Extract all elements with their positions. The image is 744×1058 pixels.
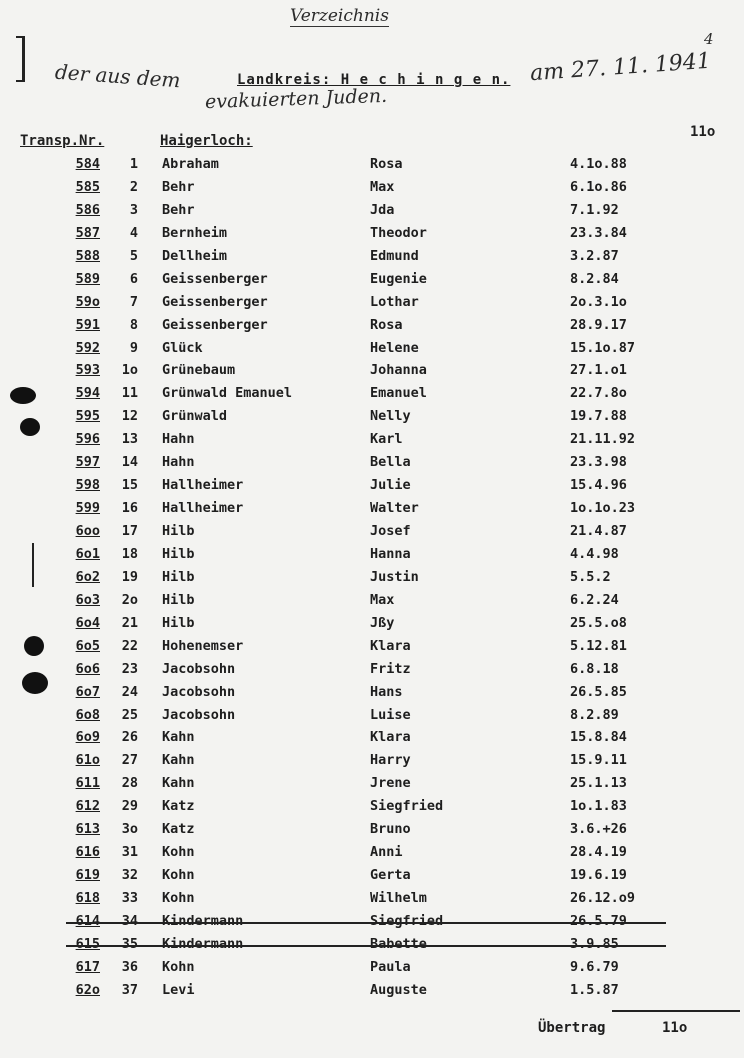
transport-list (0, 153, 744, 1002)
surname: Katz (162, 798, 195, 815)
list-row (0, 933, 744, 956)
transport-number: 587 (75, 224, 100, 241)
row-number: 9 (129, 339, 138, 356)
list-row (0, 359, 744, 382)
row-number: 2 (129, 178, 138, 195)
birth-date: 5.5.2 (570, 568, 611, 585)
list-row (0, 291, 744, 314)
transport-number: 615 (75, 935, 100, 952)
transport-number: 6o7 (75, 683, 100, 700)
row-number: 25 (121, 706, 138, 723)
transport-number: 586 (75, 201, 100, 218)
first-name: Bella (370, 454, 411, 471)
first-name: Anni (370, 844, 403, 861)
handwritten-line1-start: der aus dem (54, 59, 182, 93)
row-number: 6 (129, 270, 138, 287)
row-number: 37 (121, 981, 138, 998)
birth-date: 15.9.11 (570, 752, 627, 769)
list-row (0, 337, 744, 360)
list-row (0, 245, 744, 268)
row-number: 7 (129, 293, 138, 310)
surname: Glück (162, 339, 203, 356)
surname: Kohn (162, 844, 195, 861)
list-row (0, 841, 744, 864)
list-row (0, 704, 744, 727)
row-number: 36 (121, 958, 138, 975)
surname: Hahn (162, 454, 195, 471)
first-name: Max (370, 591, 395, 608)
birth-date: 5.12.81 (570, 637, 627, 654)
surname: Kahn (162, 775, 195, 792)
transport-number: 612 (75, 798, 100, 815)
first-name: Rosa (370, 156, 403, 172)
birth-date: 6.2.24 (570, 591, 619, 608)
birth-date: 6.1o.86 (570, 178, 627, 195)
surname: Geissenberger (162, 270, 268, 287)
list-row (0, 658, 744, 681)
surname: Kohn (162, 890, 195, 906)
row-number: 34 (121, 912, 138, 929)
surname: Grünebaum (162, 362, 236, 379)
row-number: 17 (121, 523, 138, 539)
surname: Jacobsohn (162, 660, 236, 677)
list-row (0, 726, 744, 749)
birth-date: 15.8.84 (570, 729, 627, 746)
list-row (0, 910, 744, 933)
row-number: 4 (129, 224, 138, 241)
birth-date: 25.1.13 (570, 775, 627, 792)
transport-number: 594 (75, 385, 100, 402)
row-number: 33 (121, 890, 138, 906)
first-name: Emanuel (370, 385, 427, 402)
row-number: 35 (121, 935, 138, 952)
list-row (0, 818, 744, 841)
surname: Hilb (162, 545, 195, 562)
birth-date: 3.9.85 (570, 935, 619, 952)
transport-number: 6o6 (75, 660, 100, 677)
carryover-label: Übertrag (538, 1020, 606, 1036)
list-row (0, 520, 744, 543)
first-name: Jda (370, 201, 395, 218)
place-header: Haigerloch: (160, 133, 253, 149)
first-name: Lothar (370, 293, 419, 310)
row-number: 15 (121, 477, 138, 494)
row-number: 3 (129, 201, 138, 218)
first-name: Eugenie (370, 270, 427, 287)
surname: Behr (162, 201, 195, 218)
birth-date: 3.6.+26 (570, 821, 627, 838)
surname: Hallheimer (162, 477, 244, 494)
surname: Kahn (162, 752, 195, 769)
surname: Abraham (162, 156, 219, 172)
first-name: Nelly (370, 408, 411, 425)
transport-number: 589 (75, 270, 100, 287)
row-number: 19 (121, 568, 138, 585)
surname: Hilb (162, 568, 195, 585)
transport-number: 6o3 (75, 591, 100, 608)
row-number: 8 (129, 316, 138, 333)
birth-date: 23.3.98 (570, 454, 627, 471)
first-name: Josef (370, 523, 411, 539)
row-number: 29 (121, 798, 138, 815)
row-number: 11 (121, 385, 138, 402)
list-row (0, 681, 744, 704)
row-number: 31 (121, 844, 138, 861)
birth-date: 22.7.8o (570, 385, 627, 402)
first-name: Julie (370, 477, 411, 494)
birth-date: 8.2.89 (570, 706, 619, 723)
row-number: 14 (121, 454, 138, 471)
birth-date: 4.1o.88 (570, 156, 627, 172)
list-row (0, 451, 744, 474)
first-name: Harry (370, 752, 411, 769)
birth-date: 21.4.87 (570, 523, 627, 539)
surname: Bernheim (162, 224, 228, 241)
transport-number: 6o4 (75, 614, 100, 631)
row-number: 12 (121, 408, 138, 425)
first-name: Justin (370, 568, 419, 585)
list-row (0, 956, 744, 979)
birth-date: 25.5.o8 (570, 614, 627, 631)
birth-date: 26.5.85 (570, 683, 627, 700)
surname: Jacobsohn (162, 683, 236, 700)
birth-date: 2o.3.1o (570, 293, 627, 310)
first-name: Johanna (370, 362, 427, 379)
row-number: 23 (121, 660, 138, 677)
birth-date: 28.4.19 (570, 844, 627, 861)
transport-number: 62o (75, 981, 100, 998)
birth-date: 23.3.84 (570, 224, 627, 241)
surname: Grünwald (162, 408, 228, 425)
surname: Hilb (162, 591, 195, 608)
list-row (0, 566, 744, 589)
transport-number: 6o5 (75, 637, 100, 654)
transport-number: 619 (75, 867, 100, 884)
transport-number: 585 (75, 178, 100, 195)
birth-date: 19.7.88 (570, 408, 627, 425)
row-number: 28 (121, 775, 138, 792)
row-number: 32 (121, 867, 138, 884)
birth-date: 1o.1.83 (570, 798, 627, 815)
transport-number: 611 (75, 775, 100, 792)
list-row (0, 864, 744, 887)
list-row (0, 979, 744, 1002)
birth-date: 21.11.92 (570, 431, 636, 448)
birth-date: 7.1.92 (570, 201, 619, 218)
list-row (0, 612, 744, 635)
first-name: Siegfried (370, 798, 444, 815)
transport-number: 614 (75, 912, 100, 929)
surname: Katz (162, 821, 195, 838)
row-number: 18 (121, 545, 138, 562)
transport-number: 591 (75, 316, 100, 333)
surname: Kindermann (162, 935, 244, 952)
first-name: Klara (370, 729, 411, 746)
list-row (0, 405, 744, 428)
surname: Dellheim (162, 247, 228, 264)
first-name: Luise (370, 706, 411, 723)
first-name: Gerta (370, 867, 411, 884)
birth-date: 27.1.o1 (570, 362, 627, 379)
birth-date: 3.2.87 (570, 247, 619, 264)
transport-number: 61o (75, 752, 100, 769)
first-name: Klara (370, 637, 411, 654)
surname: Kindermann (162, 912, 244, 929)
surname: Jacobsohn (162, 706, 236, 723)
handwritten-line1-end: am 27. 11. 1941 (529, 48, 712, 87)
birth-date: 6.8.18 (570, 660, 619, 677)
row-number: 1 (129, 156, 138, 172)
birth-date: 1.5.87 (570, 981, 619, 998)
list-row (0, 474, 744, 497)
list-row (0, 497, 744, 520)
carryover-value: 11o (662, 1020, 688, 1036)
first-name: Edmund (370, 247, 419, 264)
margin-bracket-mark (16, 36, 25, 82)
row-number: 21 (121, 614, 138, 631)
handwritten-line2: evakuierten Juden. (204, 84, 388, 114)
transport-number: 617 (75, 958, 100, 975)
first-name: Siegfried (370, 912, 444, 929)
transport-number: 6o1 (75, 545, 100, 562)
list-row (0, 635, 744, 658)
surname: Levi (162, 981, 195, 998)
row-number: 1o (121, 362, 138, 379)
birth-date: 8.2.84 (570, 270, 619, 287)
list-row (0, 428, 744, 451)
surname: Behr (162, 178, 195, 195)
list-row (0, 543, 744, 566)
birth-date: 4.4.98 (570, 545, 619, 562)
landkreis-heading: Landkreis: H e c h i n g e n. (237, 72, 511, 88)
list-row (0, 749, 744, 772)
row-number: 13 (121, 431, 138, 448)
row-number: 24 (121, 683, 138, 700)
birth-date: 15.4.96 (570, 477, 627, 494)
list-row (0, 772, 744, 795)
transport-number: 597 (75, 454, 100, 471)
surname: Hilb (162, 523, 195, 539)
surname: Hallheimer (162, 500, 244, 517)
first-name: Rosa (370, 316, 403, 333)
list-row (0, 153, 744, 176)
birth-date: 9.6.79 (570, 958, 619, 975)
surname: Grünwald Emanuel (162, 385, 293, 402)
list-row (0, 268, 744, 291)
first-name: Walter (370, 500, 419, 517)
transport-number: 618 (75, 890, 100, 906)
transport-number-header: Transp.Nr. (20, 133, 105, 149)
list-row (0, 382, 744, 405)
transport-number: 588 (75, 247, 100, 264)
surname: Geissenberger (162, 316, 268, 333)
birth-date: 15.1o.87 (570, 339, 636, 356)
transport-number: 599 (75, 500, 100, 517)
list-row (0, 176, 744, 199)
transport-number: 59o (75, 293, 100, 310)
transport-number: 6o8 (75, 706, 100, 723)
surname: Hohenemser (162, 637, 244, 654)
transport-number: 584 (75, 156, 100, 172)
transport-number: 598 (75, 477, 100, 494)
row-number: 3o (121, 821, 138, 838)
handwritten-page-number: 4 (704, 30, 714, 48)
first-name: Bruno (370, 821, 411, 838)
list-row (0, 589, 744, 612)
birth-date: 26.5.79 (570, 912, 627, 929)
transport-number: 616 (75, 844, 100, 861)
first-name: Fritz (370, 660, 411, 677)
transport-number: 592 (75, 339, 100, 356)
list-row (0, 887, 744, 910)
surname: Hahn (162, 431, 195, 448)
first-name: Auguste (370, 981, 427, 998)
birth-date: 26.12.o9 (570, 890, 636, 906)
list-row (0, 222, 744, 245)
first-name: Helene (370, 339, 419, 356)
list-row (0, 314, 744, 337)
handwritten-title: Verzeichnis (290, 6, 389, 26)
surname: Geissenberger (162, 293, 268, 310)
first-name: Karl (370, 431, 403, 448)
row-number: 2o (121, 591, 138, 608)
transport-number: 6o9 (75, 729, 100, 746)
total-rule (612, 1010, 740, 1012)
first-name: Jßy (370, 614, 395, 631)
first-name: Hanna (370, 545, 411, 562)
surname: Kohn (162, 958, 195, 975)
birth-date: 28.9.17 (570, 316, 627, 333)
row-number: 16 (121, 500, 138, 517)
transport-number: 593 (75, 362, 100, 379)
row-number: 27 (121, 752, 138, 769)
transport-number: 595 (75, 408, 100, 425)
transport-number: 596 (75, 431, 100, 448)
surname: Kahn (162, 729, 195, 746)
row-number: 22 (121, 637, 138, 654)
transport-number: 6o2 (75, 568, 100, 585)
row-number: 5 (129, 247, 138, 264)
first-name: Paula (370, 958, 411, 975)
list-row (0, 199, 744, 222)
page-count-top: 11o (690, 124, 716, 140)
first-name: Hans (370, 683, 403, 700)
transport-number: 6oo (75, 523, 100, 539)
first-name: Theodor (370, 224, 427, 241)
row-number: 26 (121, 729, 138, 746)
list-row (0, 795, 744, 818)
birth-date: 19.6.19 (570, 867, 627, 884)
first-name: Babette (370, 935, 427, 952)
surname: Hilb (162, 614, 195, 631)
first-name: Max (370, 178, 395, 195)
surname: Kohn (162, 867, 195, 884)
first-name: Wilhelm (370, 890, 427, 906)
transport-number: 613 (75, 821, 100, 838)
first-name: Jrene (370, 775, 411, 792)
birth-date: 1o.1o.23 (570, 500, 636, 517)
